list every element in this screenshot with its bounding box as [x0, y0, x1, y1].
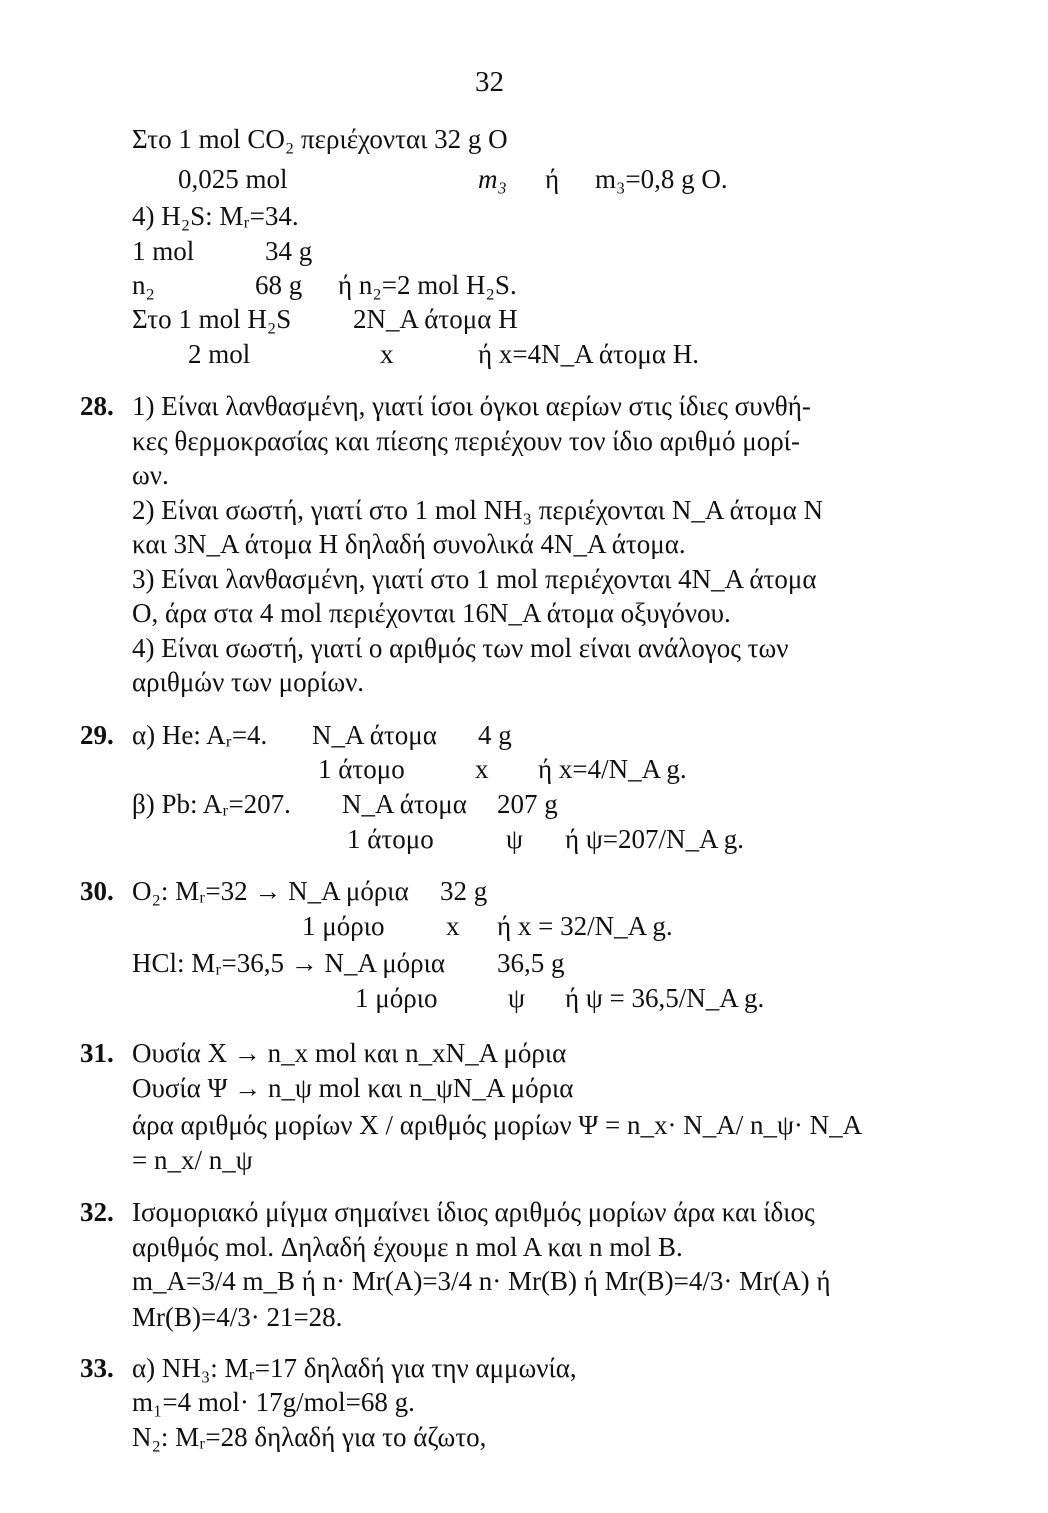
- q32-line-4: Mr(B)=4/3· 21=28.: [132, 1302, 343, 1332]
- co2-line-2-m3: m₃: [478, 164, 507, 194]
- q28-line-7: O, άρα στα 4 mol περιέχονται 16N_A άτομα οξυγόνου.: [132, 598, 731, 628]
- q32-line-3: m_A=3/4 m_B ή n· Mr(A)=3/4 n· Mr(B) ή Mr(B)=4/3· Mr(A) ή: [132, 1266, 831, 1296]
- q28-line-9: αριθμών των μορίων.: [132, 667, 365, 697]
- q33-line-3: N₂: Mᵣ=28 δηλαδή για το άζωτο,: [132, 1422, 487, 1452]
- q28-line-5: και 3N_A άτομα H δηλαδή συνολικά 4N_A άτομα.: [132, 529, 686, 559]
- question-31-number: 31.: [80, 1038, 114, 1068]
- q31-line-1: Ουσία X → n_x mol και n_xN_A μόρια: [132, 1038, 567, 1068]
- q29-b-one-atom: 1 άτομο: [347, 824, 434, 854]
- q28-line-4: 2) Είναι σωστή, γιατί στο 1 mol NH₃ περιέχονται N_A άτομα N: [132, 495, 824, 525]
- q30-b-mass: 36,5 g: [497, 948, 565, 978]
- q29-a-one-atom: 1 άτομο: [318, 754, 405, 784]
- q29-b-atoms: N_A άτομα: [342, 789, 467, 819]
- h2s-r2-a: n₂: [132, 270, 155, 300]
- q30-b-label: HCl: Mᵣ=36,5 → N_A μόρια: [132, 948, 446, 978]
- q32-line-1: Ισομοριακό μίγμα σημαίνει ίδιος αριθμός μορίων άρα και ίδιος: [132, 1197, 815, 1227]
- h2s-r2-c: ή n₂=2 mol H₂S.: [338, 270, 517, 300]
- q28-line-1: 1) Είναι λανθασμένη, γιατί ίσοι όγκοι αερίων στις ίδιες συνθή-: [132, 391, 811, 421]
- question-29-number: 29.: [80, 720, 114, 750]
- q32-line-2: αριθμός mol. Δηλαδή έχουμε n mol A και n mol B.: [132, 1232, 683, 1262]
- q29-a-result: ή x=4/N_A g.: [538, 754, 687, 784]
- q29-b-result: ή ψ=207/N_A g.: [565, 824, 745, 854]
- q29-a-label: α) He: Aᵣ=4.: [132, 720, 268, 750]
- q30-a-x: x: [446, 911, 460, 941]
- q30-b-psi: ψ: [508, 983, 525, 1013]
- q30-a-mass: 32 g: [440, 876, 488, 906]
- q30-a-result: ή x = 32/N_A g.: [497, 911, 673, 941]
- question-33-number: 33.: [80, 1353, 114, 1383]
- q29-a-x: x: [475, 754, 489, 784]
- q31-line-2: Ουσία Ψ → n_ψ mol και n_ψN_A μόρια: [132, 1073, 574, 1103]
- co2-line-2-result: m₃=0,8 g O.: [595, 164, 728, 194]
- h2s-r1-b: 34 g: [265, 236, 313, 266]
- q30-b-result: ή ψ = 36,5/N_A g.: [565, 983, 765, 1013]
- q28-line-2: κες θερμοκρασίας και πίεσης περιέχουν τον ίδιο αριθμό μορί-: [132, 426, 800, 456]
- page-number: 32: [475, 66, 504, 98]
- q30-a-label: O₂: Mᵣ=32 → N_A μόρια: [132, 876, 409, 906]
- h2s-r3-a: Στο 1 mol H₂S: [132, 304, 292, 334]
- q30-b-one-molecule: 1 μόριο: [355, 983, 438, 1013]
- co2-line-2-mol: 0,025 mol: [178, 164, 288, 194]
- h2s-r3-b: 2N_A άτομα H: [353, 304, 518, 334]
- q29-b-mass: 207 g: [497, 789, 558, 819]
- q33-line-2: m₁=4 mol· 17g/mol=68 g.: [132, 1387, 415, 1417]
- h2s-r2-b: 68 g: [255, 270, 303, 300]
- q28-line-8: 4) Είναι σωστή, γιατί ο αριθμός των mol είναι ανάλογος των: [132, 633, 789, 663]
- question-30-number: 30.: [80, 876, 114, 906]
- q31-line-4: = n_x/ n_ψ: [132, 1145, 253, 1175]
- h2s-r4-b: x: [380, 339, 394, 369]
- h2s-r1-a: 1 mol: [132, 236, 195, 266]
- q29-a-mass: 4 g: [478, 720, 512, 750]
- q29-b-label: β) Pb: Aᵣ=207.: [132, 789, 291, 819]
- co2-line-2-or: ή: [545, 164, 560, 194]
- h2s-r4-a: 2 mol: [188, 339, 251, 369]
- q30-a-one-molecule: 1 μόριο: [302, 911, 385, 941]
- q28-line-6: 3) Είναι λανθασμένη, γιατί στο 1 mol περιέχονται 4N_A άτομα: [132, 564, 817, 594]
- q33-line-1: α) NH₃: Mᵣ=17 δηλαδή για την αμμωνία,: [132, 1353, 577, 1383]
- q29-a-atoms: N_A άτομα: [312, 720, 437, 750]
- q28-line-3: ων.: [132, 460, 169, 490]
- h2s-heading: 4) H₂S: Mᵣ=34.: [132, 201, 299, 231]
- co2-line-1: Στο 1 mol CO₂ περιέχονται 32 g O: [132, 124, 508, 154]
- question-32-number: 32.: [80, 1197, 114, 1227]
- question-28-number: 28.: [80, 391, 114, 421]
- h2s-r4-c: ή x=4N_A άτομα H.: [478, 339, 699, 369]
- q29-b-psi: ψ: [506, 824, 523, 854]
- q31-line-3: άρα αριθμός μορίων X / αριθμός μορίων Ψ = n_x· N_A/ n_ψ· N_A: [132, 1110, 863, 1140]
